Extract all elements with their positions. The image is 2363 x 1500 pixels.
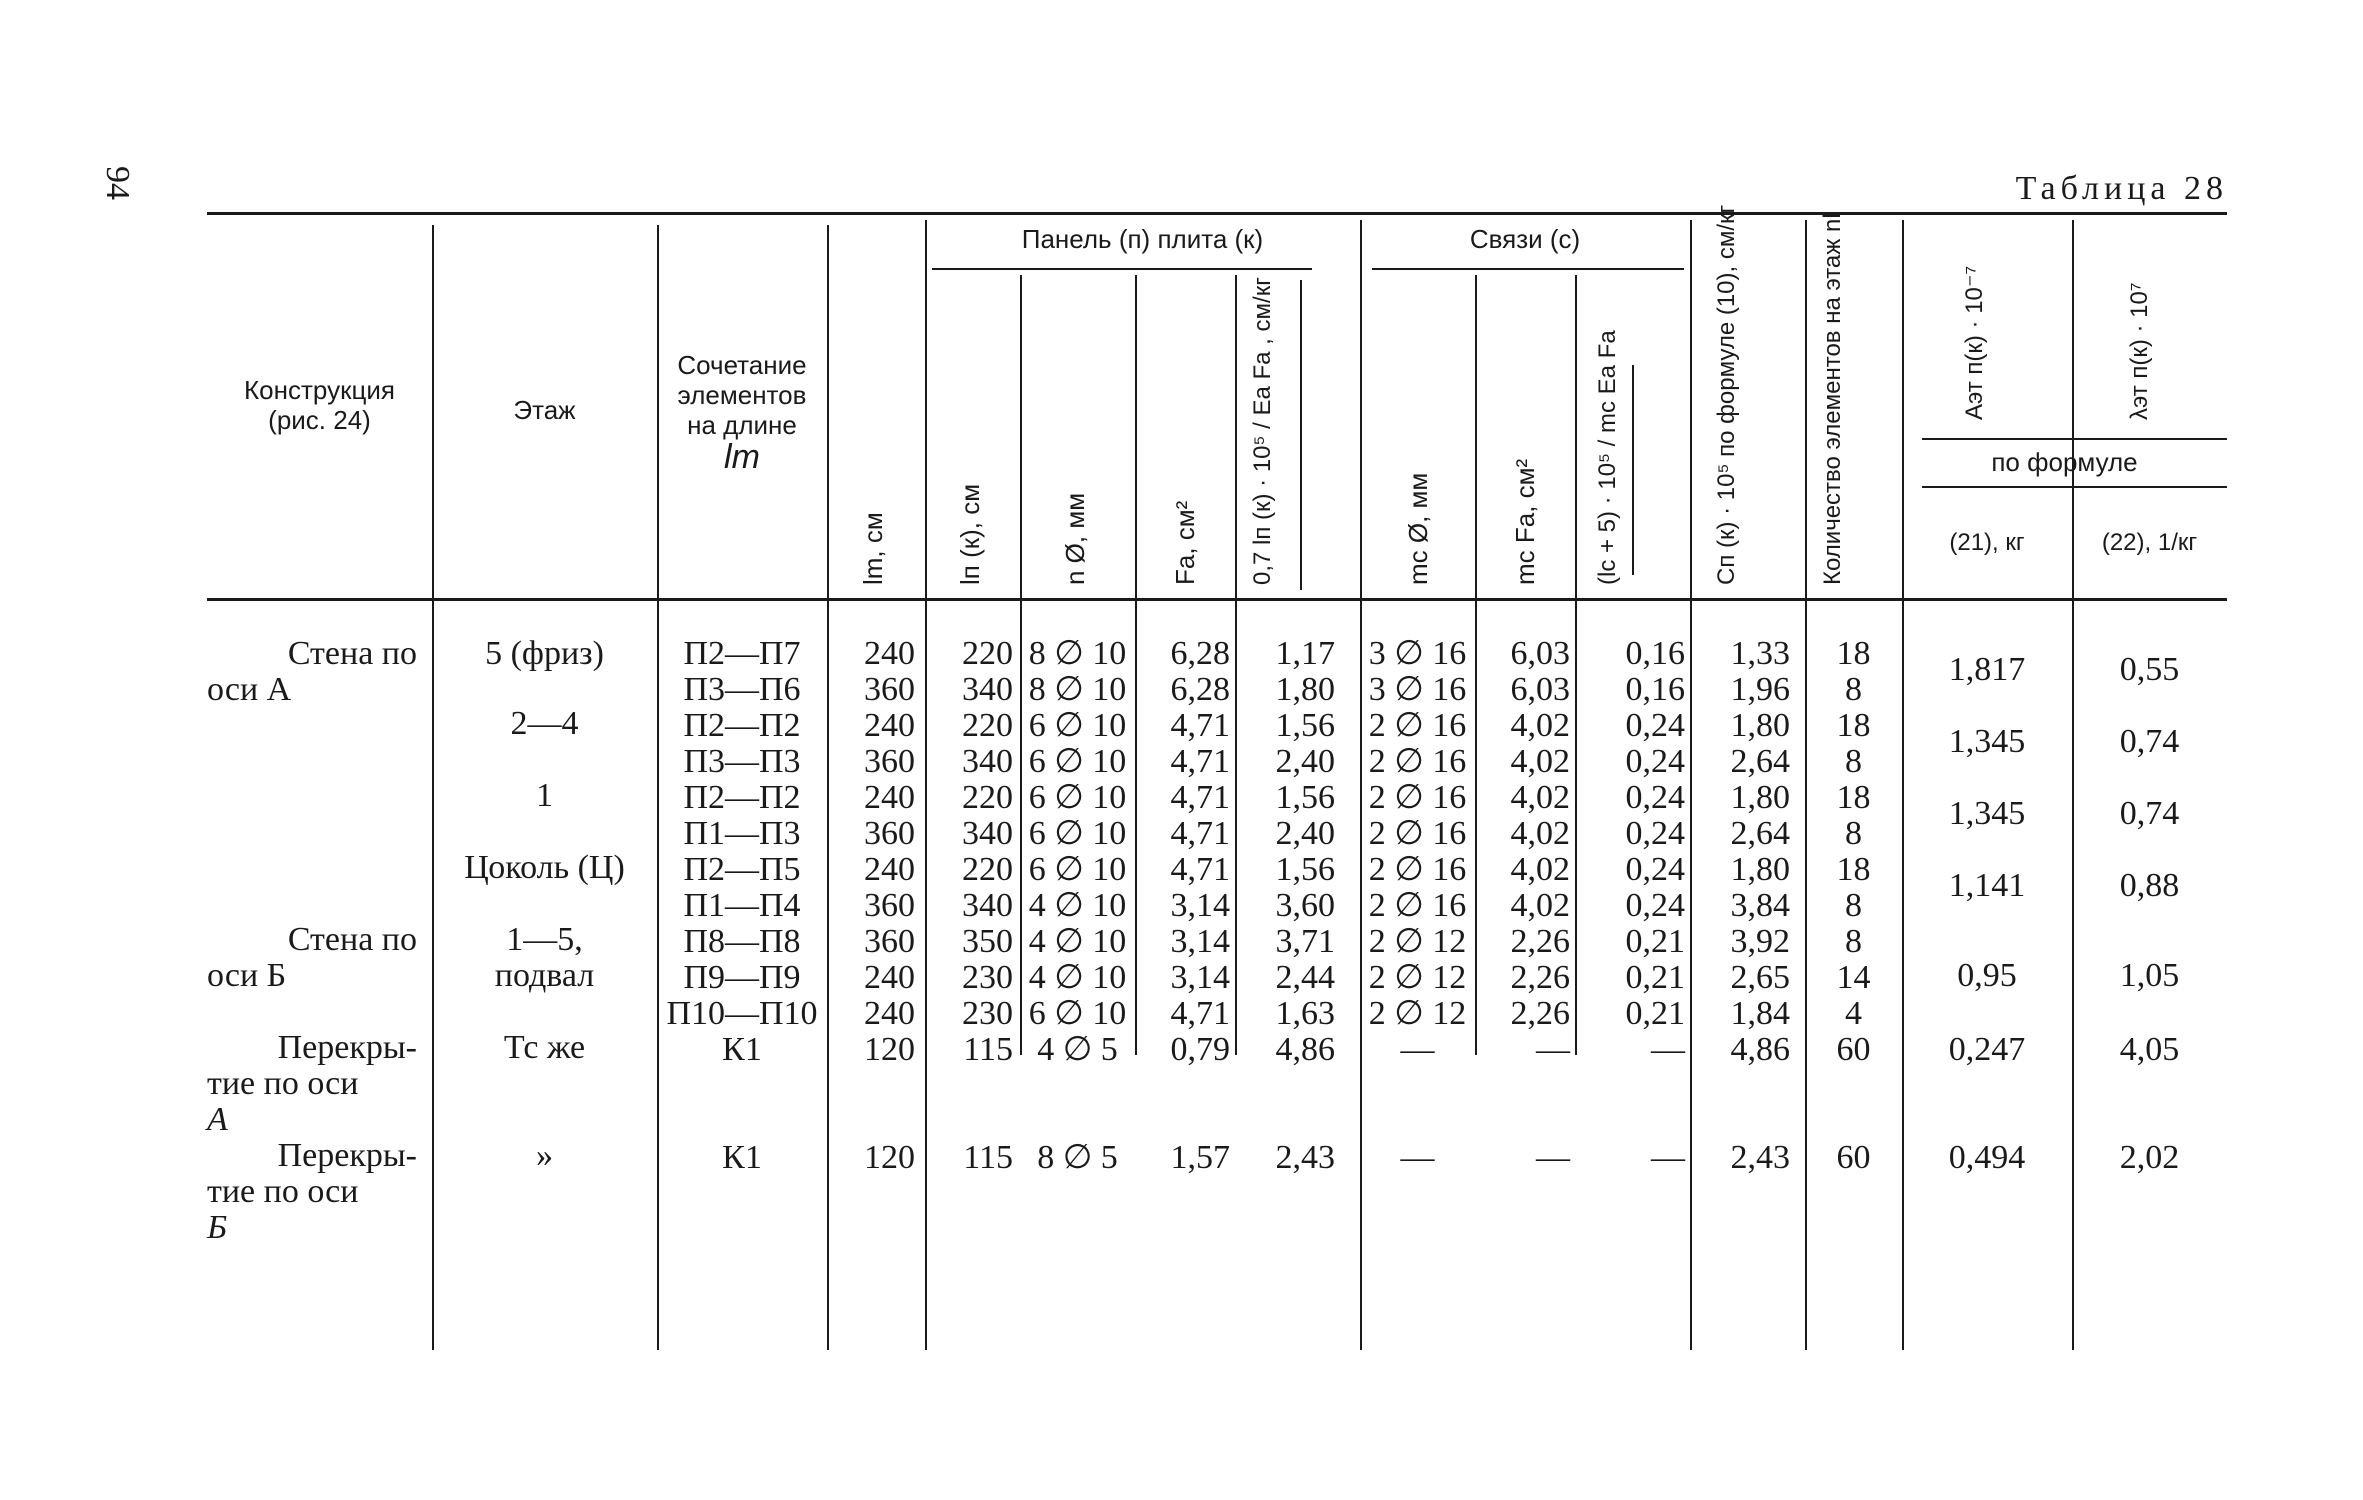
count-cell: 8 <box>1845 815 1862 852</box>
links-formula-cell: — <box>1651 1139 1685 1176</box>
links-formula-cell: 0,24 <box>1625 779 1685 816</box>
floor-same: Тс же <box>503 1029 586 1066</box>
a-value-cell: 1,345 <box>1948 723 2026 760</box>
lpk-cell: 220 <box>962 707 1013 744</box>
header-floor: Этаж <box>513 395 576 425</box>
n-d-cell: 8 ∅ 5 <box>1037 1139 1118 1176</box>
fa-cell: 4,71 <box>1170 743 1230 780</box>
header-combination-line-4: lm <box>724 438 760 476</box>
count-cell: 18 <box>1836 707 1871 744</box>
count-cell: 18 <box>1836 851 1871 888</box>
construction-floor-b <box>207 1138 417 1246</box>
combination-cell: П2—П2 <box>683 707 801 744</box>
lpk-cell: 230 <box>962 995 1013 1032</box>
header-cpk-formula: Cп (к) · 10⁵ по формуле (10), см/кг <box>1713 204 1740 585</box>
lm-cell: 360 <box>864 671 915 708</box>
header-combination-line-3: на длине <box>687 410 797 440</box>
header-lm-cm: lm, см <box>858 512 888 585</box>
combination-cell: К1 <box>722 1031 762 1068</box>
mc-d-cell: — <box>1400 1031 1435 1068</box>
links-fraction-rule <box>1632 365 1634 575</box>
lambda-value-cell: 0,55 <box>2119 651 2180 688</box>
page-number: 94 <box>99 166 136 200</box>
count-cell: 18 <box>1836 635 1871 672</box>
panel-formula-cell: 2,43 <box>1275 1139 1335 1176</box>
fa-cell: 6,28 <box>1170 671 1230 708</box>
lm-cell: 120 <box>864 1031 915 1068</box>
links-formula-cell: 0,21 <box>1625 995 1685 1032</box>
header-links-group: Связи (с) <box>1469 224 1581 254</box>
mc-fa-cell: 4,02 <box>1510 887 1570 924</box>
combination-cell: П3—П6 <box>683 671 801 708</box>
lambda-value-cell: 1,05 <box>2119 957 2180 994</box>
links-formula-cell: 0,16 <box>1625 671 1685 708</box>
n-d-cell: 4 ∅ 10 <box>1028 923 1127 960</box>
mc-fa-cell: 6,03 <box>1510 635 1570 672</box>
col-rule-14 <box>2072 220 2074 1350</box>
col-rule-13 <box>1902 220 1904 1350</box>
construction-floor-b-line-3: Б <box>207 1209 228 1246</box>
cpk-cell: 3,84 <box>1730 887 1790 924</box>
floor-2-4: 2—4 <box>510 705 579 742</box>
mc-d-cell: 2 ∅ 16 <box>1368 707 1467 744</box>
lm-cell: 240 <box>864 959 915 996</box>
n-d-cell: 6 ∅ 10 <box>1028 743 1127 780</box>
cpk-cell: 1,80 <box>1730 707 1790 744</box>
combination-cell: П2—П7 <box>683 635 801 672</box>
header-a-formula: Aэт п(к) · 10⁻⁷ <box>1961 265 1988 420</box>
cpk-cell: 1,96 <box>1730 671 1790 708</box>
lm-cell: 360 <box>864 815 915 852</box>
n-d-cell: 4 ∅ 5 <box>1037 1031 1118 1068</box>
mc-fa-cell: 2,26 <box>1510 959 1570 996</box>
header-construction-line-1: Конструкция <box>244 375 395 405</box>
a-value-cell: 1,817 <box>1948 651 2026 688</box>
header-construction <box>207 375 432 435</box>
mc-d-cell: — <box>1400 1139 1435 1176</box>
links-formula-cell: 0,24 <box>1625 815 1685 852</box>
combination-cell: П1—П4 <box>683 887 801 924</box>
panel-formula-cell: 1,56 <box>1275 707 1335 744</box>
fa-cell: 4,71 <box>1170 779 1230 816</box>
header-combination-line-1: Сочетание <box>677 350 807 380</box>
panel-formula-cell: 1,56 <box>1275 779 1335 816</box>
combination-cell: П10—П10 <box>666 995 818 1032</box>
lpk-cell: 115 <box>963 1031 1013 1068</box>
mc-fa-cell: 4,02 <box>1510 779 1570 816</box>
mc-d-cell: 2 ∅ 16 <box>1368 779 1467 816</box>
lpk-cell: 340 <box>962 815 1013 852</box>
mc-fa-cell: 4,02 <box>1510 707 1570 744</box>
panel-formula-cell: 4,86 <box>1275 1031 1335 1068</box>
formula-group-rule <box>1922 438 2227 440</box>
panel-formula-cell: 1,63 <box>1275 995 1335 1032</box>
links-group-rule <box>1372 268 1684 270</box>
header-fa-cm2: Fa, см² <box>1170 500 1200 585</box>
combination-cell: П9—П9 <box>683 959 801 996</box>
mc-fa-cell: 4,02 <box>1510 743 1570 780</box>
cpk-cell: 4,86 <box>1730 1031 1790 1068</box>
cpk-cell: 2,65 <box>1730 959 1790 996</box>
lambda-value-cell: 0,88 <box>2119 867 2180 904</box>
construction-floor-a-line-1: Перекры- <box>277 1029 417 1066</box>
links-formula-cell: 0,24 <box>1625 707 1685 744</box>
combination-cell: П2—П2 <box>683 779 801 816</box>
lm-cell: 240 <box>864 851 915 888</box>
floor-5-frieze: 5 (фриз) <box>485 635 604 672</box>
construction-floor-a-line-3: А <box>207 1101 228 1138</box>
header-lambda-unit: (22), 1/кг <box>2101 529 2198 556</box>
header-links-formula: (lc + 5) · 10⁵ / mc Ea Fa <box>1594 330 1621 585</box>
count-cell: 60 <box>1836 1139 1871 1176</box>
header-panel-group: Панель (п) плита (к) <box>1021 224 1264 254</box>
a-value-cell: 1,345 <box>1948 795 2026 832</box>
header-mc-d-mm: mc Ø, мм <box>1403 472 1433 585</box>
mc-fa-cell: — <box>1536 1031 1570 1068</box>
links-formula-cell: 0,21 <box>1625 923 1685 960</box>
combination-cell: П2—П5 <box>683 851 801 888</box>
mc-d-cell: 3 ∅ 16 <box>1368 671 1467 708</box>
cpk-cell: 2,64 <box>1730 815 1790 852</box>
links-formula-cell: — <box>1651 1031 1685 1068</box>
lm-cell: 120 <box>864 1139 915 1176</box>
mc-fa-cell: — <box>1536 1139 1570 1176</box>
a-value-cell: 0,247 <box>1948 1031 2026 1068</box>
header-panel-formula: 0,7 lп (к) · 10⁵ / Ea Fa , см/кг <box>1249 277 1276 585</box>
fa-cell: 3,14 <box>1170 923 1230 960</box>
lpk-cell: 220 <box>962 851 1013 888</box>
table-top-rule <box>207 212 2227 215</box>
panel-formula-cell: 2,40 <box>1275 743 1335 780</box>
panel-formula-cell: 3,71 <box>1275 923 1335 960</box>
links-formula-cell: 0,21 <box>1625 959 1685 996</box>
combination-cell: К1 <box>722 1139 762 1176</box>
lpk-cell: 340 <box>962 671 1013 708</box>
panel-formula-cell: 2,44 <box>1275 959 1335 996</box>
links-formula-cell: 0,16 <box>1625 635 1685 672</box>
cpk-cell: 1,84 <box>1730 995 1790 1032</box>
lm-cell: 240 <box>864 635 915 672</box>
panel-formula-cell: 2,40 <box>1275 815 1335 852</box>
lm-cell: 360 <box>864 887 915 924</box>
mc-d-cell: 2 ∅ 16 <box>1368 887 1467 924</box>
lambda-value-cell: 4,05 <box>2119 1031 2180 1068</box>
formula-unit-rule <box>1922 486 2227 488</box>
count-cell: 60 <box>1836 1031 1871 1068</box>
lm-cell: 240 <box>864 995 915 1032</box>
n-d-cell: 4 ∅ 10 <box>1028 959 1127 996</box>
links-formula-cell: 0,24 <box>1625 851 1685 888</box>
cpk-cell: 1,33 <box>1730 635 1790 672</box>
fa-cell: 4,71 <box>1170 815 1230 852</box>
n-d-cell: 4 ∅ 10 <box>1028 887 1127 924</box>
fa-cell: 1,57 <box>1170 1139 1230 1176</box>
lambda-value-cell: 2,02 <box>2119 1139 2180 1176</box>
construction-wall-b-line-1: Стена по <box>287 921 417 958</box>
combination-cell: П1—П3 <box>683 815 801 852</box>
header-mc-fa-cm2: mc Fa, см² <box>1510 458 1540 585</box>
mc-fa-cell: 2,26 <box>1510 923 1570 960</box>
floor-plinth: Цоколь (Ц) <box>464 849 625 886</box>
n-d-cell: 6 ∅ 10 <box>1028 707 1127 744</box>
lm-cell: 360 <box>864 923 915 960</box>
lm-cell: 360 <box>864 743 915 780</box>
construction-floor-a <box>207 1030 417 1138</box>
cpk-cell: 1,80 <box>1730 851 1790 888</box>
construction-wall-b <box>207 922 417 994</box>
floor-basement: подвал <box>494 957 595 994</box>
construction-wall-a-line-2: оси А <box>207 671 292 708</box>
construction-floor-b-line-1: Перекры- <box>277 1137 417 1174</box>
table-title: Таблица 28 <box>2015 170 2228 207</box>
mc-d-cell: 2 ∅ 12 <box>1368 923 1467 960</box>
header-count: Количество элементов на этаж nl <box>1819 213 1846 585</box>
fa-cell: 3,14 <box>1170 887 1230 924</box>
lambda-value-cell: 0,74 <box>2119 723 2180 760</box>
a-value-cell: 0,494 <box>1948 1139 2026 1176</box>
lpk-cell: 340 <box>962 743 1013 780</box>
panel-formula-cell: 1,80 <box>1275 671 1335 708</box>
lpk-cell: 220 <box>962 779 1013 816</box>
construction-wall-a <box>207 636 417 708</box>
floor-1-5: 1—5, <box>506 921 583 958</box>
header-combination-line-2: элементов <box>677 380 807 410</box>
count-cell: 8 <box>1845 671 1862 708</box>
fa-cell: 6,28 <box>1170 635 1230 672</box>
fa-cell: 4,71 <box>1170 851 1230 888</box>
links-formula-cell: 0,24 <box>1625 887 1685 924</box>
count-cell: 4 <box>1845 995 1862 1032</box>
fa-cell: 4,71 <box>1170 995 1230 1032</box>
n-d-cell: 6 ∅ 10 <box>1028 995 1127 1032</box>
cpk-cell: 2,64 <box>1730 743 1790 780</box>
fa-cell: 0,79 <box>1170 1031 1230 1068</box>
construction-floor-a-line-2: тие по оси <box>207 1065 359 1102</box>
header-construction-line-2: (рис. 24) <box>268 405 371 435</box>
n-d-cell: 6 ∅ 10 <box>1028 815 1127 852</box>
lm-cell: 240 <box>864 707 915 744</box>
lambda-value-cell: 0,74 <box>2119 795 2180 832</box>
n-d-cell: 6 ∅ 10 <box>1028 851 1127 888</box>
a-value-cell: 0,95 <box>1957 957 2017 994</box>
mc-d-cell: 2 ∅ 12 <box>1368 959 1467 996</box>
fa-cell: 3,14 <box>1170 959 1230 996</box>
panel-formula-cell: 3,60 <box>1275 887 1335 924</box>
panel-group-rule <box>932 268 1312 270</box>
mc-fa-cell: 4,02 <box>1510 851 1570 888</box>
mc-fa-cell: 6,03 <box>1510 671 1570 708</box>
header-a-unit: (21), кг <box>1949 529 2025 556</box>
n-d-cell: 8 ∅ 10 <box>1028 671 1127 708</box>
header-lambda-formula: λэт п(к) · 10⁷ <box>2126 282 2153 420</box>
cpk-cell: 3,92 <box>1730 923 1790 960</box>
floor-ditto: » <box>536 1137 553 1174</box>
header-lpk-cm: lп (к), см <box>955 483 985 585</box>
mc-d-cell: 2 ∅ 16 <box>1368 815 1467 852</box>
header-combination <box>657 350 827 474</box>
mc-d-cell: 2 ∅ 12 <box>1368 995 1467 1032</box>
header-n-d-mm: n Ø, мм <box>1060 492 1090 585</box>
mc-fa-cell: 4,02 <box>1510 815 1570 852</box>
mc-fa-cell: 2,26 <box>1510 995 1570 1032</box>
count-cell: 18 <box>1836 779 1871 816</box>
lpk-cell: 220 <box>962 635 1013 672</box>
construction-floor-b-line-2: тие по оси <box>207 1173 359 1210</box>
mc-d-cell: 3 ∅ 16 <box>1368 635 1467 672</box>
count-cell: 8 <box>1845 923 1862 960</box>
lpk-cell: 230 <box>962 959 1013 996</box>
n-d-cell: 8 ∅ 10 <box>1028 635 1127 672</box>
cpk-cell: 1,80 <box>1730 779 1790 816</box>
panel-formula-cell: 1,56 <box>1275 851 1335 888</box>
lpk-cell: 340 <box>962 887 1013 924</box>
a-value-cell: 1,141 <box>1948 867 2026 904</box>
count-cell: 14 <box>1836 959 1871 996</box>
mc-d-cell: 2 ∅ 16 <box>1368 851 1467 888</box>
count-cell: 8 <box>1845 887 1862 924</box>
mc-d-cell: 2 ∅ 16 <box>1368 743 1467 780</box>
count-cell: 8 <box>1845 743 1862 780</box>
panel-fraction-rule <box>1300 280 1302 590</box>
combination-cell: П3—П3 <box>683 743 801 780</box>
lpk-cell: 115 <box>963 1139 1013 1176</box>
panel-formula-cell: 1,17 <box>1275 635 1335 672</box>
header-bottom-rule <box>207 598 2227 601</box>
links-formula-cell: 0,24 <box>1625 743 1685 780</box>
cpk-cell: 2,43 <box>1730 1139 1790 1176</box>
floor-1: 1 <box>536 777 553 814</box>
combination-cell: П8—П8 <box>683 923 801 960</box>
construction-wall-a-line-1: Стена по <box>287 635 417 672</box>
lpk-cell: 350 <box>962 923 1013 960</box>
fa-cell: 4,71 <box>1170 707 1230 744</box>
n-d-cell: 6 ∅ 10 <box>1028 779 1127 816</box>
header-by-formula: по формуле <box>1991 447 2138 477</box>
lm-cell: 240 <box>864 779 915 816</box>
construction-wall-b-line-2: оси Б <box>207 957 287 994</box>
